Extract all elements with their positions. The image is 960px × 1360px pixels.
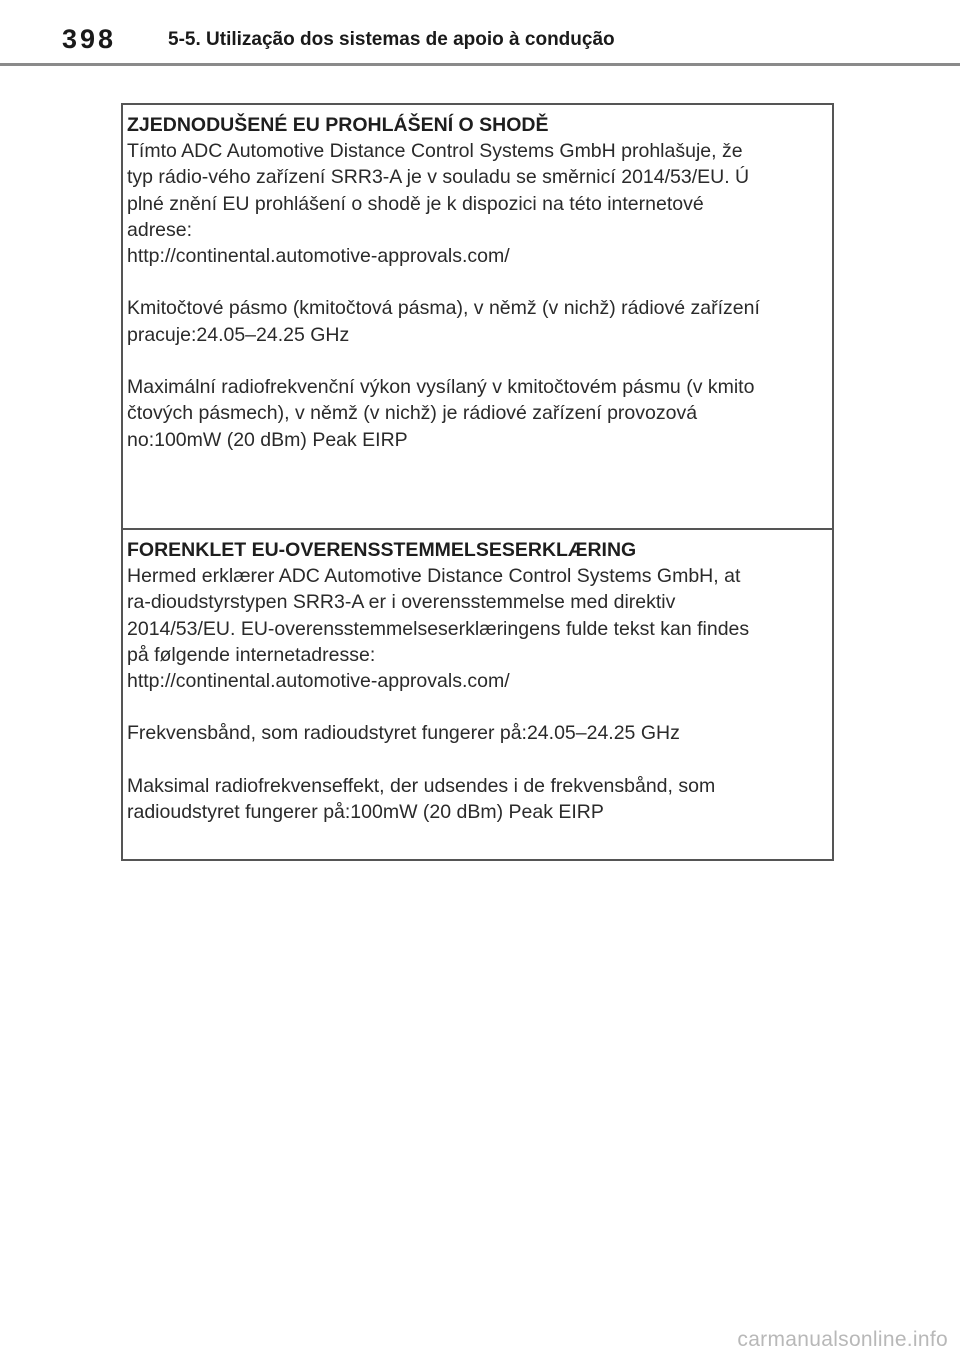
notice-paragraph-line: radioudstyret fungerer på:100mW (20 dBm) Peak EIRP: [127, 801, 604, 824]
notice-paragraph-line: 2014/53/EU. EU-overensstemmelseserklæringens fulde tekst kan findes: [127, 617, 750, 640]
notice-paragraph-line: på følgende internetadresse:: [127, 643, 376, 666]
page-number: 398: [62, 24, 117, 54]
paragraph-gap: [127, 747, 828, 773]
paragraph-gap: [127, 348, 828, 374]
notice-paragraph-line: pracuje:24.05–24.25 GHz: [127, 323, 350, 346]
notice-section-danish: [123, 528, 832, 859]
notice-paragraph-line: Kmitočtové pásmo (kmitočtová pásma), v němž (v nichž) rádiové zařízení: [127, 297, 760, 320]
notice-paragraph-line: Frekvensbånd, som radioudstyret fungerer på:24.05–24.25 GHz: [127, 722, 680, 745]
paragraph-gap: [127, 269, 828, 295]
notice-paragraph-line: typ rádio-vého zařízení SRR3-A je v souladu se směrnicí 2014/53/EU. Ú: [127, 166, 750, 189]
section-title: 5-5. Utilização dos sistemas de apoio à condução: [168, 29, 615, 50]
notice-paragraph-line: adrese:: [127, 218, 193, 241]
notice-paragraph-line: Hermed erklærer ADC Automotive Distance Control Systems GmbH, at: [127, 565, 741, 587]
notice-heading-czech: ZJEDNODUŠENÉ EU PROHLÁŠENÍ O SHODĚ: [127, 114, 549, 136]
notice-heading-danish: FORENKLET EU-OVERENSSTEMMELSESERKLÆRING: [127, 539, 637, 561]
notice-section-czech: [123, 105, 832, 528]
page-header: [0, 0, 960, 66]
notice-paragraph-line: no:100mW (20 dBm) Peak EIRP: [127, 428, 408, 451]
notice-paragraph-line: Maksimal radiofrekvenseffekt, der udsendes i de frekvensbånd, som: [127, 774, 716, 797]
notice-url: http://continental.automotive-approvals.com/: [127, 670, 510, 693]
compliance-notice-box: [121, 103, 834, 861]
notice-paragraph-line: Maximální radiofrekvenční výkon vysílaný v kmitočtovém pásmu (v kmito: [127, 376, 755, 399]
notice-paragraph-line: Tímto ADC Automotive Distance Control Systems GmbH prohlašuje, že: [127, 140, 743, 162]
notice-paragraph-line: čtových pásmech), v němž (v nichž) je rádiové zařízení provozová: [127, 402, 698, 425]
notice-paragraph-line: plné znění EU prohlášení o shodě je k dispozici na této internetové: [127, 192, 704, 215]
header-rule: [0, 63, 960, 66]
notice-paragraph-line: ra-dioudstyrstypen SRR3-A er i overensstemmelse med direktiv: [127, 591, 676, 614]
notice-url: http://continental.automotive-approvals.com/: [127, 245, 510, 268]
watermark: carmanualsonline.info: [737, 1328, 948, 1351]
paragraph-gap: [127, 694, 828, 720]
